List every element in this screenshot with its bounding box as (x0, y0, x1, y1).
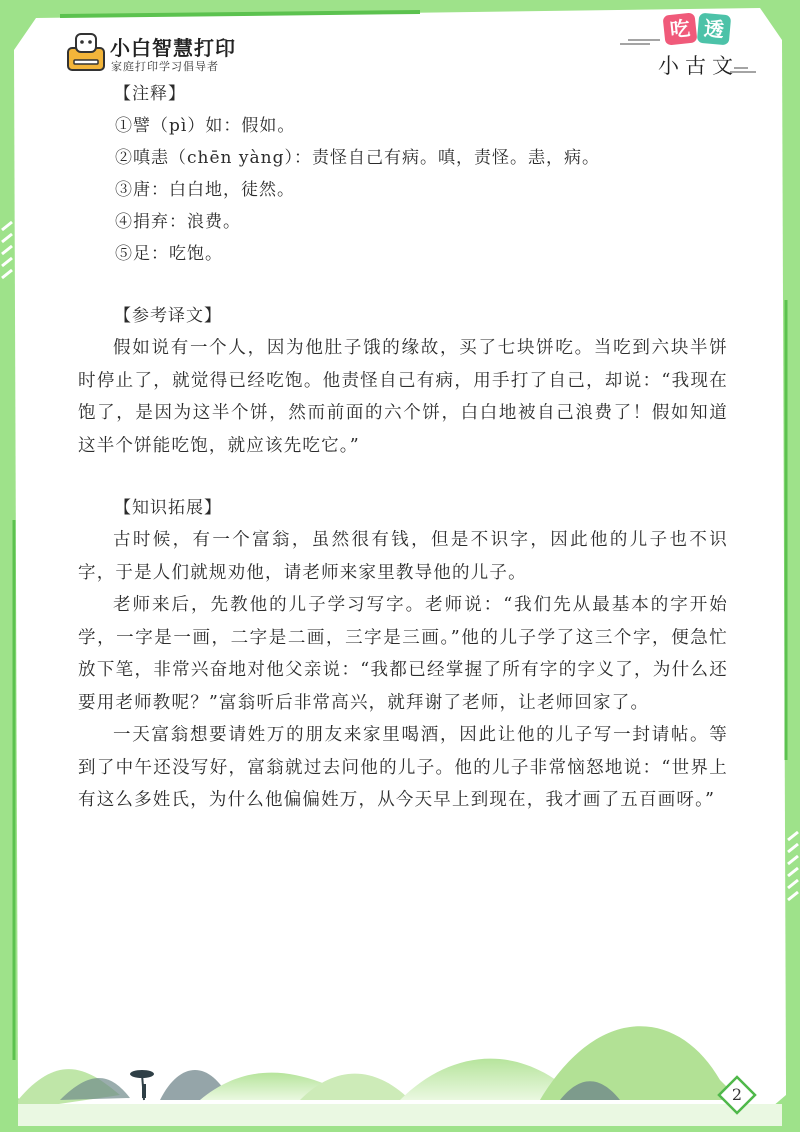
brand-badge-2: 透 (697, 13, 731, 46)
page-content (78, 78, 728, 817)
series-brand (640, 14, 760, 84)
page-number: 2 (731, 1085, 743, 1104)
note-item: ④捐弃：浪费。 (115, 212, 241, 232)
translation-heading: 【参考译文】 (114, 306, 222, 326)
extension-paragraph: 古时候，有一个富翁，虽然很有钱，但是不识字，因此他的儿子也不识字，于是人们就规劝他，请老师来家里教导他的儿子。 (78, 530, 728, 583)
brand-subtitle: 小古文 (658, 54, 739, 78)
extension-paragraph: 一天富翁想要请姓万的朋友来家里喝酒，因此让他的儿子写一封请帖。等到了中午还没写好，富翁就过去问他的儿子。他的儿子非常恼怒地说：“世界上有这么多姓氏，为什么他偏偏姓万，从今天早上到现在，我才画了五百画呀。” (78, 725, 728, 810)
page-number-badge (716, 1074, 758, 1116)
note-item: ③唐：白白地，徒然。 (115, 180, 295, 200)
translation-paragraph: 假如说有一个人，因为他肚子饿的缘故，买了七块饼吃。当吃到六块半饼时停止了，就觉得已经吃饱。他责怪自己有病，用手打了自己，却说：“我现在饱了，是因为这半个饼，然而前面的六个饼，白白地被自己浪费了！假如知道这半个饼能吃饱，就应该先吃它。” (78, 338, 728, 456)
note-item: ①譬（pì）如：假如。 (115, 116, 296, 136)
brand-badge-1: 吃 (663, 12, 698, 45)
note-item: ②嗔恚（chēn yàng）：责怪自己有病。嗔，责怪。恚，病。 (115, 148, 600, 168)
logo-subtitle: 家庭打印学习倡导者 (111, 60, 219, 73)
logo-printer-icon (66, 32, 106, 72)
notes-heading: 【注释】 (114, 84, 186, 104)
logo-title: 小白智慧打印 (110, 36, 236, 60)
note-item: ⑤足：吃饱。 (115, 244, 223, 264)
extension-heading: 【知识拓展】 (114, 498, 222, 518)
logo (66, 30, 266, 76)
extension-paragraph: 老师来后，先教他的儿子学习写字。老师说：“我们先从最基本的字开始学，一字是一画，二字是二画，三字是三画。”他的儿子学了这三个字，便急忙放下笔，非常兴奋地对他父亲说：“我都已经掌握了所有字的字义了，为什么还要用老师教呢？”富翁听后非常高兴，就拜谢了老师，让老师回家了。 (78, 595, 728, 713)
